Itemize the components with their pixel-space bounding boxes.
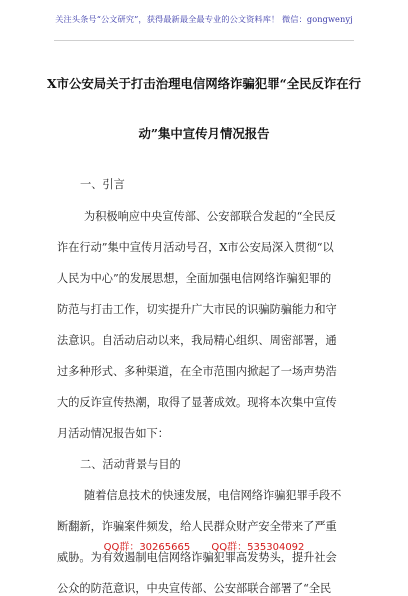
body-line: 过多种形式、多种渠道，在全市范围内掀起了一场声势浩 — [57, 365, 337, 378]
body-line: 随着信息技术的快速发展，电信网络诈骗犯罪手段不 — [84, 489, 342, 502]
document-title-line-1: X市公安局关于打击治理电信网络诈骗犯罪“全民反诈在行 — [46, 76, 362, 91]
body-line: 为积极响应中央宣传部、公安部联合发起的“全民反 — [84, 210, 336, 223]
footer-qq-left: QQ群：30265665 — [103, 542, 191, 553]
document-title-line-2: 动”集中宣传月情况报告 — [138, 126, 270, 141]
body-line: 大的反诈宣传热潮，取得了显著成效。现将本次集中宣传 — [57, 396, 337, 409]
footer-qq-right: QQ群：535304092 — [211, 542, 305, 553]
footer — [0, 538, 408, 553]
section-heading-background: 二、活动背景与目的 — [80, 458, 181, 471]
body-line: 威胁。为有效遏制电信网络诈骗犯罪高发势头，提升社会 — [57, 551, 337, 564]
body-line: 人民为中心”的发展思想，全面加强电信网络诈骗犯罪的 — [57, 272, 332, 285]
body-line: 月活动情况报告如下： — [57, 427, 169, 440]
header-note: 关注头条号“公文研究”，获得最新最全最专业的公文资料库！ 微信：gongwenyj — [55, 14, 353, 24]
body-line: 断翻新，诈骗案件频发，给人民群众财产安全带来了严重 — [57, 520, 337, 533]
body-line: 诈在行动”集中宣传月活动号召，X市公安局深入贯彻“以 — [57, 241, 334, 254]
section-heading-intro: 一、引言 — [80, 178, 125, 191]
body-line: 公众的防范意识，中央宣传部、公安部联合部署了“全民 — [57, 582, 332, 595]
body-line: 法意识。自活动启动以来，我局精心组织、周密部署，通 — [57, 334, 337, 347]
body-line: 防范与打击工作，切实提升广大市民的识骗防骗能力和守 — [57, 303, 337, 316]
header-rule — [54, 40, 354, 41]
